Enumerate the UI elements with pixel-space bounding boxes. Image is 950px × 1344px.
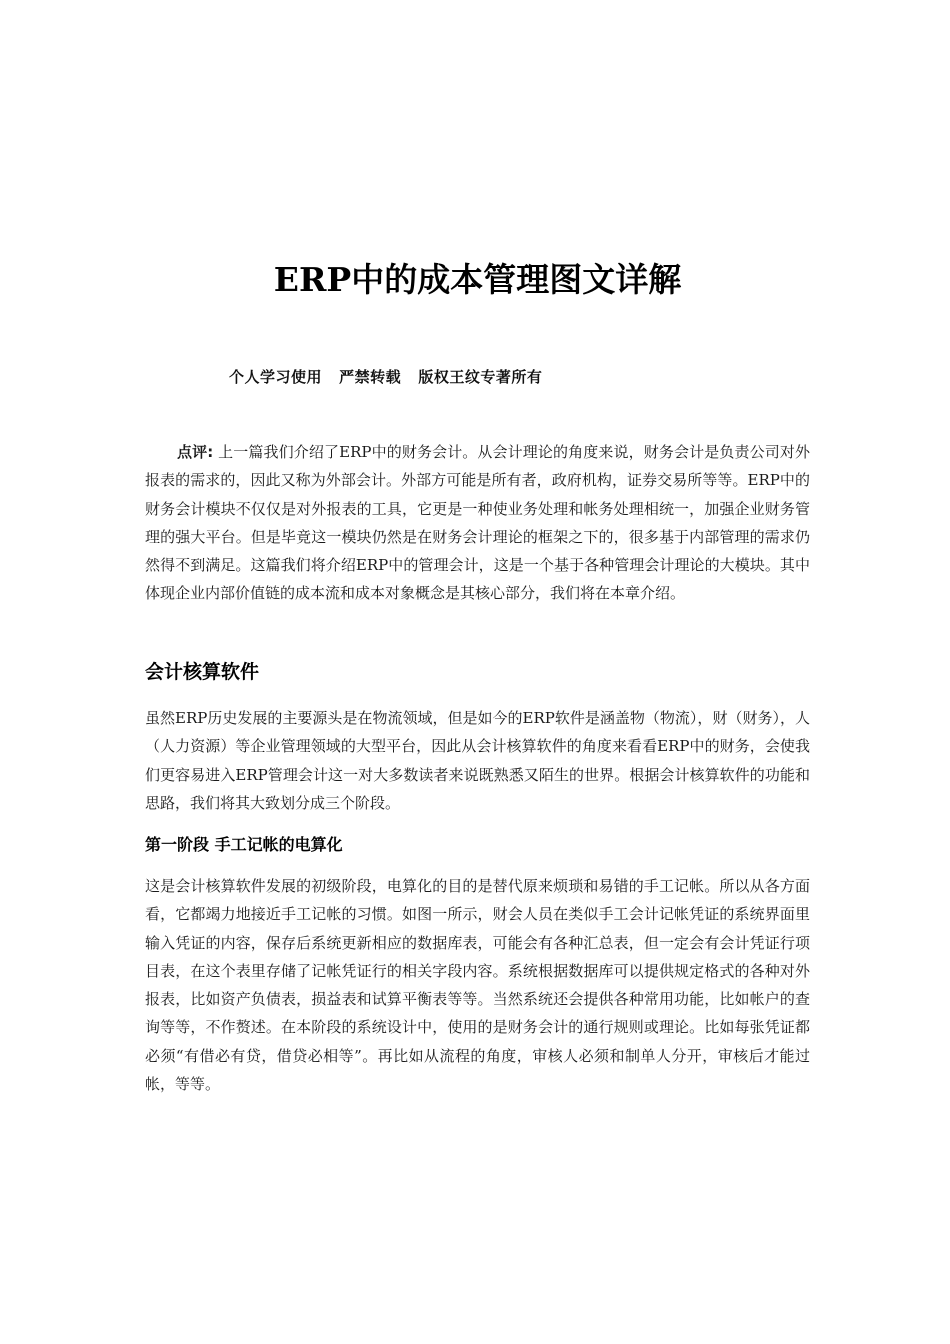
intro-text: 上一篇我们介绍了ERP中的财务会计。从会计理论的角度来说，财务会计是负责公司对外报表的需求的，因此又称为外部会计。外部方可能是所有者，政府机构，证券交易所等等。ERP中的财务会计模块不仅仅是对外报表的工具，它更是一种使业务处理和帐务处理相统一，加强企业财务管理的强大平台。但是毕竟这一模块仍然是在财务会计理论的框架之下的，很多基于内部管理的需求仍然得不到满足。这篇我们将介绍ERP中的管理会计，这是一个基于各种管理会计理论的大模块。其中体现企业内部价值链的成本流和成本对象概念是其核心部分，我们将在本章介绍。 [145,443,811,603]
document-title: ERP中的成本管理图文详解 [273,260,682,299]
intro-paragraph [145,438,810,608]
intro-lead: 点评: [177,443,214,461]
section-heading-stage-one: 第一阶段 手工记帐的电算化 [145,835,343,854]
section-paragraph-stage-one: 这是会计核算软件发展的初级阶段，电算化的目的是替代原来烦琐和易错的手工记帐。所以从各方面看，它都竭力地接近手工记帐的习惯。如图一所示，财会人员在类似手工会计记帐凭证的系统界面里输入凭证的内容，保存后系统更新相应的数据库表，可能会有各种汇总表，但一定会有会计凭证行项目表，在这个表里存储了记帐凭证行的相关字段内容。系统根据数据库可以提供规定格式的各种对外报表，比如资产负债表，损益表和试算平衡表等等。当然系统还会提供各种常用功能，比如帐户的查询等等，不作赘述。在本阶段的系统设计中，使用的是财务会计的通行规则或理论。比如每张凭证都必须“有借必有贷，借贷必相等”。再比如从流程的角度，审核人必须和制单人分开，审核后才能过帐，等等。 [145,877,810,1094]
document-subtitle: 个人学习使用 严禁转载 版权王纹专著所有 [229,368,543,386]
section-paragraph-accounting-software: 虽然ERP历史发展的主要源头是在物流领域，但是如今的ERP软件是涵盖物（物流），财（财务），人（人力资源）等企业管理领域的大型平台，因此从会计核算软件的角度来看看ERP中的财务，会使我们更容易进入ERP管理会计这一对大多数读者来说既熟悉又陌生的世界。根据会计核算软件的功能和思路，我们将其大致划分成三个阶段。 [145,709,810,812]
section-heading-accounting-software: 会计核算软件 [145,661,260,683]
